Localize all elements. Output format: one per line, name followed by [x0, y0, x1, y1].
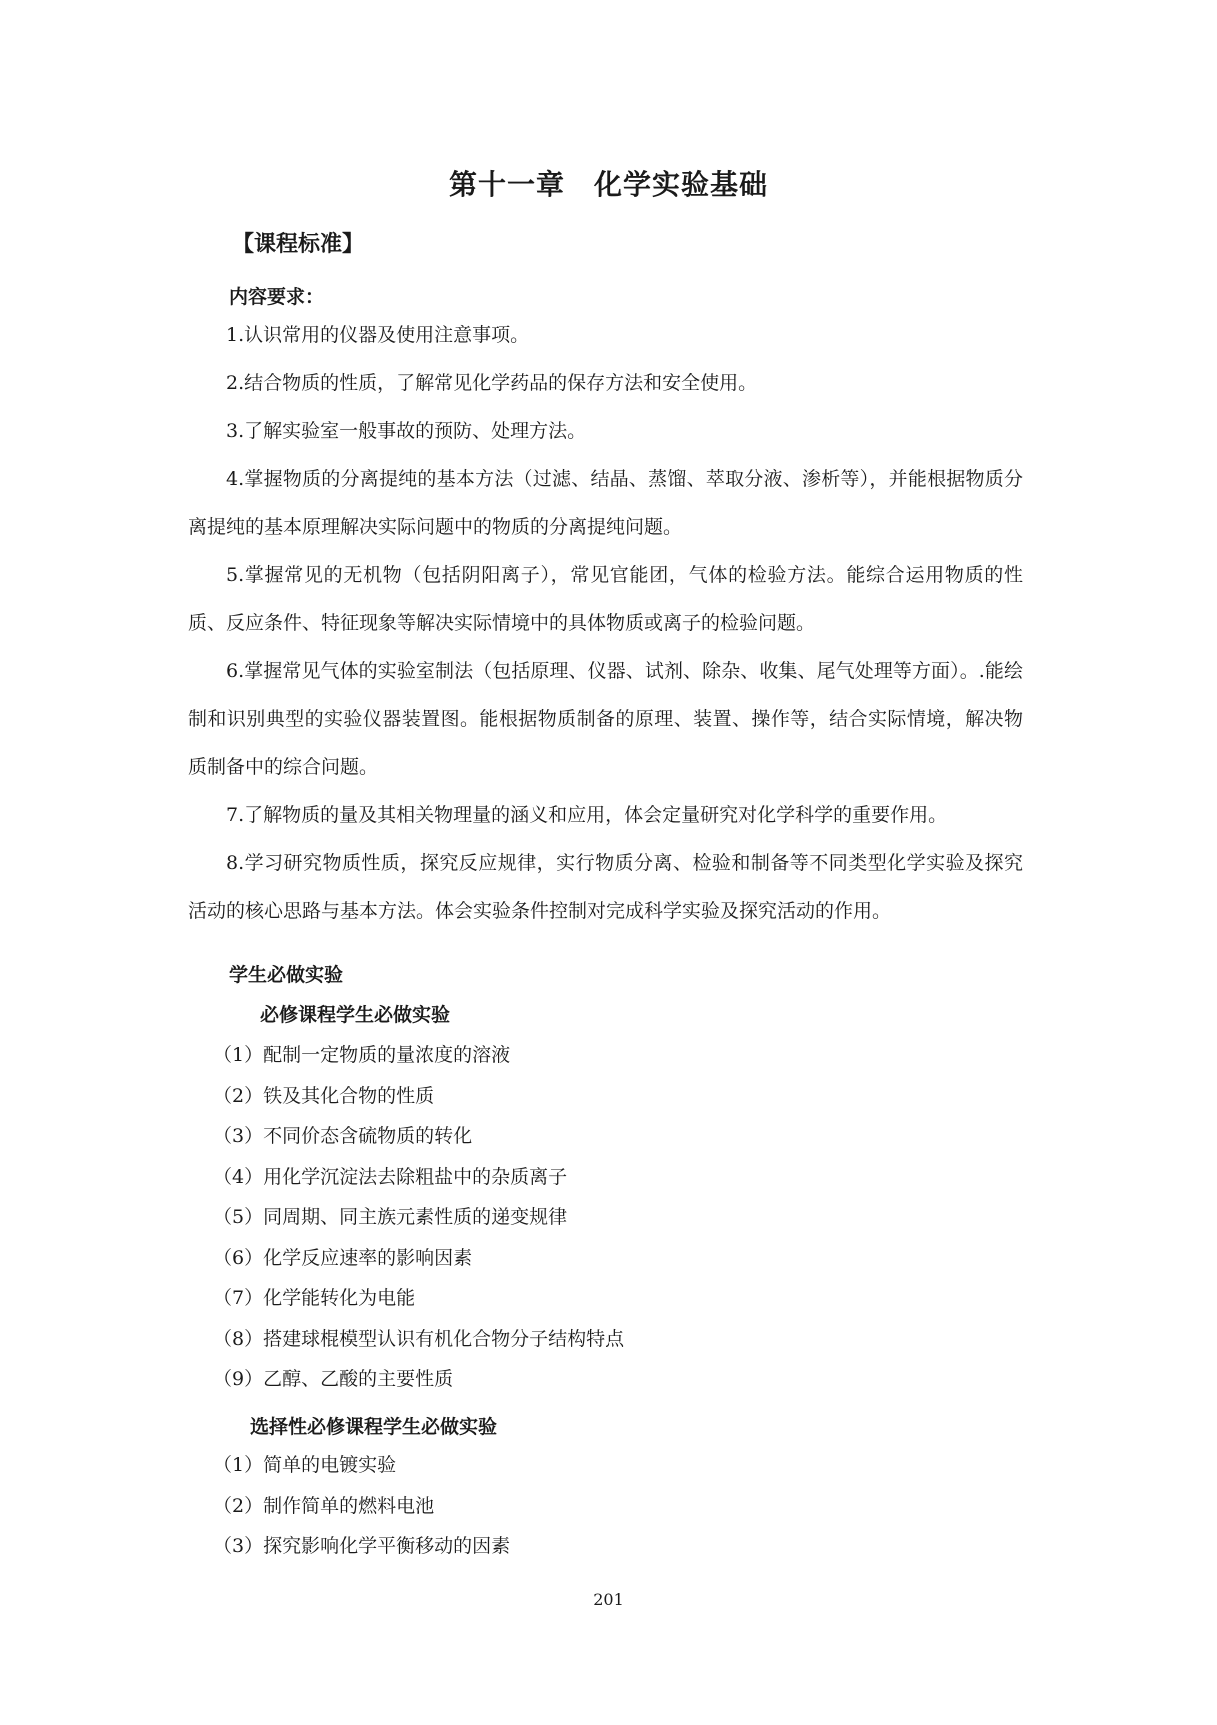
list-item: （9）乙醇、乙酸的主要性质 [213, 1368, 454, 1390]
compulsory-experiments-list [213, 1035, 624, 1400]
list-item: （6）化学反应速率的影响因素 [213, 1246, 473, 1269]
elective-experiments-heading: 选择性必修课程学生必做实验 [250, 1416, 498, 1438]
list-item: （4）用化学沉淀法去除粗盐中的杂质离子 [213, 1165, 568, 1188]
requirement-item-8: 8.学习研究物质性质，探究反应规律，实行物质分离、检验和制备等不同类型化学实验及探究活动的核心思路与基本方法。体会实验条件控制对完成科学实验及探究活动的作用。 [188, 852, 1023, 922]
list-item: （2）制作简单的燃料电池 [213, 1494, 435, 1517]
compulsory-experiments-heading: 必修课程学生必做实验 [260, 1004, 451, 1026]
section-heading: 【课程标准】 [232, 232, 365, 257]
required-experiments-heading: 学生必做实验 [229, 964, 344, 986]
requirement-item-1: 1.认识常用的仪器及使用注意事项。 [226, 324, 530, 346]
list-item: （5）同周期、同主族元素性质的递变规律 [213, 1206, 568, 1228]
content-requirements-heading: 内容要求： [229, 286, 325, 308]
chapter-title: 第十一章 化学实验基础 [448, 168, 768, 201]
list-item: （3）探究影响化学平衡移动的因素 [213, 1535, 511, 1557]
elective-experiments-list [213, 1445, 510, 1567]
page-number: 201 [593, 1590, 624, 1609]
requirement-item-2: 2.结合物质的性质，了解常见化学药品的保存方法和安全使用。 [226, 372, 758, 394]
requirement-item-6: 6.掌握常见气体的实验室制法（包括原理、仪器、试剂、除杂、收集、尾气处理等方面）。.能绘制和识别典型的实验仪器装置图。能根据物质制备的原理、装置、操作等，结合实际情境，解决物质制备中的综合问题。 [188, 660, 1023, 778]
list-item: （1）简单的电镀实验 [213, 1454, 397, 1476]
requirement-item-5: 5.掌握常见的无机物（包括阴阳离子），常见官能团，气体的检验方法。能综合运用物质的性质、反应条件、特征现象等解决实际情境中的具体物质或离子的检验问题。 [188, 564, 1023, 634]
list-item: （7）化学能转化为电能 [213, 1287, 416, 1309]
list-item: （3）不同价态含硫物质的转化 [213, 1125, 473, 1147]
requirement-item-7: 7.了解物质的量及其相关物理量的涵义和应用，体会定量研究对化学科学的重要作用。 [226, 804, 948, 826]
list-item: （8）搭建球棍模型认识有机化合物分子结构特点 [213, 1327, 625, 1350]
requirement-item-3: 3.了解实验室一般事故的预防、处理方法。 [226, 420, 587, 442]
list-item: （1）配制一定物质的量浓度的溶液 [213, 1044, 511, 1066]
requirement-item-4: 4.掌握物质的分离提纯的基本方法（过滤、结晶、蒸馏、萃取分液、渗析等），并能根据物质分离提纯的基本原理解决实际问题中的物质的分离提纯问题。 [188, 468, 1023, 538]
list-item: （2）铁及其化合物的性质 [213, 1084, 435, 1107]
